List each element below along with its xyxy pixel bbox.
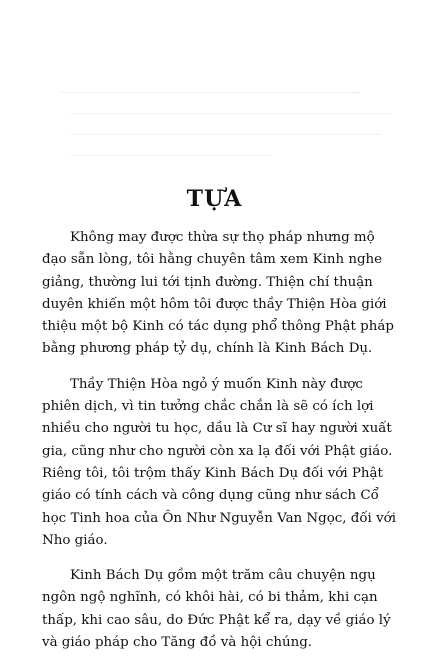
text-line: thấp, khi cao sâu, do Đức Phật kể ra, dạy về giáo lý xyxy=(42,612,391,628)
text-line: thiệu một bộ Kinh có tác dụng phổ thông Phật pháp xyxy=(42,319,394,335)
text-line: Riêng tôi, tôi trộm thấy Kinh Bách Dụ đối với Phật xyxy=(42,465,383,481)
text-line: Không may được thừa sự thọ pháp nhưng mộ xyxy=(70,230,375,245)
bleed-through-text xyxy=(60,92,390,170)
paragraph-2 xyxy=(42,374,414,552)
text-line: đạo sẵn lòng, tôi hằng chuyên tâm xem Kinh nghe xyxy=(42,252,383,268)
text-line: Nho giáo. xyxy=(42,532,108,548)
text-line: giảng, thường lui tới tịnh đường. Thiện chí thuận xyxy=(42,274,373,290)
text-line: Thầy Thiện Hòa ngỏ ý muốn Kinh này được xyxy=(70,376,363,392)
text-line: giáo có tính cách và công dụng cũng như sách Cổ xyxy=(42,488,379,504)
text-line: bằng phương pháp tỷ dụ, chính là Kinh Bách Dụ. xyxy=(42,341,373,357)
text-line: học Tinh hoa của Ôn Như Nguyễn Van Ngọc, đối với xyxy=(42,510,397,526)
body-text xyxy=(42,227,414,667)
paragraph-1 xyxy=(42,227,414,361)
text-line: gia, cũng như cho người còn xa lạ đối với Phật giáo. xyxy=(42,443,393,459)
text-line: Kinh Bách Dụ gồm một trăm câu chuyện ngụ xyxy=(70,568,376,584)
page-title: TỰA xyxy=(186,186,243,212)
text-line: phiên dịch, vì tin tưởng chắc chắn là sẽ có ích lợi xyxy=(42,399,374,415)
text-line: ngôn ngộ nghĩnh, có khôi hài, có bi thảm, khi cạn xyxy=(42,590,378,606)
text-line: nhiều cho người tu học, dầu là Cư sĩ hay người xuất xyxy=(42,421,392,437)
text-line: duyên khiến một hôm tôi được thầy Thiện Hòa giới xyxy=(42,296,387,312)
paragraph-3 xyxy=(42,565,414,654)
text-line: và giáo pháp cho Tăng đồ và hội chúng. xyxy=(42,635,313,651)
